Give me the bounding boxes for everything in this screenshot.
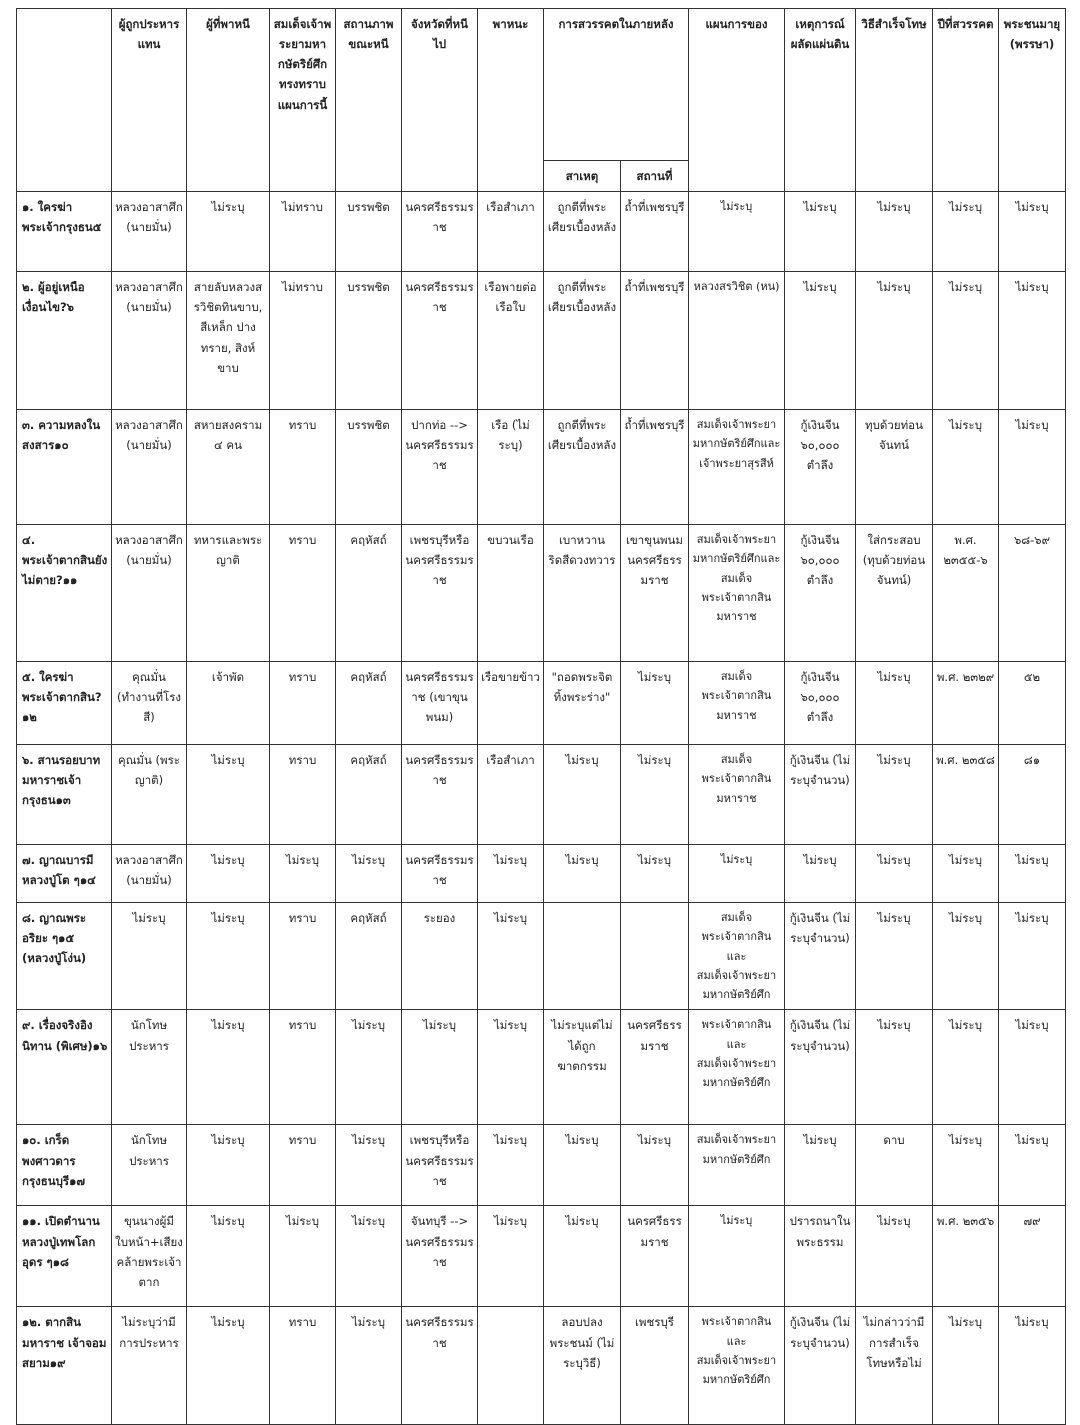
table-cell: หลวงอาสาศึก (นายมั่น) [112,845,187,903]
table-row [17,192,1066,272]
table-row [17,410,1066,525]
table-cell: ไม่ระบุ [544,1125,621,1206]
table-cell: ไม่ระบุ [621,662,689,745]
table-cell: ไม่ระบุ [933,1307,999,1425]
table-cell: ไม่ระบุ [187,1307,270,1425]
table-cell: ไม่ระบุ [544,1206,621,1307]
table-cell: กู้เงินจีน ๖๐,๐๐๐ ตำลึง [785,525,856,662]
table-cell: บรรพชิต [336,272,402,410]
table-cell: ไม่ระบุว่ามีการประหาร [112,1307,187,1425]
table-cell: พระเจ้าตากสินและสมเด็จเจ้าพระยามหากษัตริย์ศึก [689,1010,785,1125]
table-row [17,272,1066,410]
row-title-cell: ๔. พระเจ้าตากสินยังไม่ตาย?๑๑ [17,525,112,662]
table-cell: เรือสำเภา [478,745,544,845]
table-cell: ระยอง [402,903,478,1010]
table-cell: สหายสงคราม ๔ คน [187,410,270,525]
table-cell: ไม่ระบุ [785,845,856,903]
table-cell: ไม่ระบุ [187,1010,270,1125]
table-cell: ไม่ระบุ [933,272,999,410]
table-cell: กู้เงินจีน (ไม่ระบุจำนวน) [785,1010,856,1125]
table-cell: หลวงอาสาศึก (นายมั่น) [112,410,187,525]
table-cell: หลวงอาสาศึก (นายมั่น) [112,525,187,662]
table-cell: ไม่ระบุ [402,1010,478,1125]
table-cell: จันทบุรี --> นครศรีธรรมราช [402,1206,478,1307]
table-cell: นครศรีธรรมราช [402,192,478,272]
table-cell: ไม่ระบุ [933,192,999,272]
table-cell: ไม่ระบุ [999,272,1066,410]
table-cell: สมเด็จเจ้าพระยามหากษัตริย์ศึกและเจ้าพระยาสุรสีห์ [689,410,785,525]
row-title-cell: ๖. สานรอยบาทมหาราชเจ้ากรุงธน๑๓ [17,745,112,845]
table-cell: ทราบ [270,1307,336,1425]
table-cell: ไม่ระบุ [336,1010,402,1125]
table-cell: ไม่ระบุ [336,845,402,903]
table-cell: ไม่ระบุ [856,903,933,1010]
row-title-cell: ๑๒. ตากสินมหาราช เจ้าจอมสยาม๑๙ [17,1307,112,1425]
table-cell: ไม่ระบุ [856,1010,933,1125]
table-cell: ไม่ระบุ [621,845,689,903]
table-cell: ไม่ระบุ [999,410,1066,525]
table-row [17,845,1066,903]
table-cell: พ.ศ. ๒๓๕๕-๖ [933,525,999,662]
table-cell: ไม่ระบุ [336,1206,402,1307]
table-cell: ปรารถนาในพระธรรม [785,1206,856,1307]
row-title-cell: ๒. ผู้อยู่เหนือเงื่อนไข?๖ [17,272,112,410]
table-cell: ไม่ระบุ [187,845,270,903]
header-status: สถานภาพขณะหนี [336,9,402,192]
table-cell: นครศรีธรรมราช [402,272,478,410]
table-cell: ไม่ระบุ [785,192,856,272]
table-cell: เพชรบุรีหรือนครศรีธรรมราช [402,1125,478,1206]
table-cell: ไม่ระบุแต่ไม่ได้ถูกฆาตกรรม [544,1010,621,1125]
table-cell: บรรพชิต [336,192,402,272]
table-cell: ไม่ระบุ [187,1125,270,1206]
table-cell: สมเด็จพระเจ้าตากสินและสมเด็จเจ้าพระยามหากษัตริย์ศึก [689,903,785,1010]
table-cell: ไม่ระบุ [187,745,270,845]
table-cell: ไม่ระบุ [933,1010,999,1125]
table-cell: ไม่ระบุ [689,845,785,903]
table-cell: สมเด็จพระเจ้าตากสินมหาราช [689,662,785,745]
table-cell: หลวงอาสาศึก (นายมั่น) [112,192,187,272]
table-cell: นครศรีธรรมราช [402,745,478,845]
header-row [17,9,1066,161]
table-cell: ไม่ทราบ [270,192,336,272]
table-body [17,192,1066,1425]
table-cell: นักโทษประหาร [112,1125,187,1206]
table-cell: กู้เงินจีน (ไม่ระบุจำนวน) [785,903,856,1010]
table-cell [478,1307,544,1425]
header-vehicle: พาหนะ [478,9,544,192]
table-cell: ไม่ระบุ [478,1010,544,1125]
table-cell: ไม่ระบุ [999,845,1066,903]
table-cell: ทราบ [270,410,336,525]
table-cell: นครศรีธรรมราช [621,1206,689,1307]
table-cell: สมเด็จเจ้าพระยามหากษัตริย์ศึกและสมเด็จพระเจ้าตากสินมหาราช [689,525,785,662]
table-cell: ไม่ระบุ [999,903,1066,1010]
header-method: วิธีสำเร็จโทษ [856,9,933,192]
table-cell: ๕๒ [999,662,1066,745]
table-cell: ไม่ระบุ [856,1206,933,1307]
table-row [17,1307,1066,1425]
table-cell: ใส่กระสอบ (ทุบด้วยท่อนจันทน์) [856,525,933,662]
table-cell: คฤหัสถ์ [336,903,402,1010]
row-title-cell: ๕. ใครฆ่าพระเจ้าตากสิน?๑๒ [17,662,112,745]
table-cell: เบาหวานริดสีดวงทวาร [544,525,621,662]
table-cell: กู้เงินจีน ๖๐,๐๐๐ ตำลึง [785,662,856,745]
table-cell: ไม่ระบุ [933,903,999,1010]
table-cell: ทราบ [270,1125,336,1206]
table-cell: ไม่ระบุ [478,1125,544,1206]
header-escort: ผู้ที่พาหนี [187,9,270,192]
table-cell: คฤหัสถ์ [336,662,402,745]
table-cell: ทราบ [270,662,336,745]
table-cell: ถ้ำที่เพชรบุรี [621,410,689,525]
table-cell: ไม่ระบุ [478,1206,544,1307]
header-death-place: สถานที่ [621,161,689,192]
table-row [17,1206,1066,1307]
table-cell: พ.ศ. ๒๓๕๖ [933,1206,999,1307]
table-cell: เรือสำเภา [478,192,544,272]
table-cell: ไม่ระบุ [544,745,621,845]
table-cell: คฤหัสถ์ [336,745,402,845]
table-cell: ๖๘-๖๙ [999,525,1066,662]
table-cell: ไม่กล่าวว่ามีการสำเร็จโทษหรือไม่ [856,1307,933,1425]
table-cell: ขบวนเรือ [478,525,544,662]
table-cell: ถูกตีที่พระเศียรเบื้องหลัง [544,272,621,410]
table-cell [544,903,621,1010]
header-death-cause: สาเหตุ [544,161,621,192]
table-cell: นครศรีธรรมราช [402,1307,478,1425]
table-row [17,1125,1066,1206]
table-cell: ทราบ [270,1010,336,1125]
table-cell: เรือ (ไม่ระบุ) [478,410,544,525]
table-row [17,745,1066,845]
row-title-cell: ๓. ความหลงในสงสาร๑๐ [17,410,112,525]
table-cell: ๘๑ [999,745,1066,845]
table-cell: ไม่ระบุ [856,192,933,272]
table-cell: เพชรบุรี [621,1307,689,1425]
header-year: ปีที่สวรรคต [933,9,999,192]
table-row [17,662,1066,745]
table-cell: กู้เงินจีน (ไม่ระบุจำนวน) [785,1307,856,1425]
table-cell: ทราบ [270,525,336,662]
table-cell: ไม่ระบุ [856,272,933,410]
table-cell: คฤหัสถ์ [336,525,402,662]
header-blank [17,9,112,192]
table-cell: ไม่ระบุ [856,845,933,903]
row-title-cell: ๑๐. เกร็ดพงศาวดารกรุงธนบุรี๑๗ [17,1125,112,1206]
table-cell: เขาขุนพนม นครศรีธรรมราช [621,525,689,662]
header-death: การสวรรคตในภายหลัง [544,9,689,161]
table-cell: หลวงอาสาศึก (นายมั่น) [112,272,187,410]
table-cell: ทราบ [270,745,336,845]
table-cell: เพชรบุรีหรือนครศรีธรรมราช [402,525,478,662]
table-cell: ไม่ระบุ [187,1206,270,1307]
table-cell: ถูกตีที่พระเศียรเบื้องหลัง [544,410,621,525]
table-cell: "ถอดพระจิตทิ้งพระร่าง" [544,662,621,745]
table-cell: ไม่ระบุ [270,1206,336,1307]
table-cell [621,903,689,1010]
table-cell: สายลับหลวงสรวิชิตทินขาบ, สีเหล็ก ปางทราย, สิงห์ขาบ [187,272,270,410]
table-cell: ไม่ระบุ [999,1010,1066,1125]
table-cell: ไม่ระบุ [856,662,933,745]
table-cell: ทหารและพระญาติ [187,525,270,662]
table-cell: ไม่ระบุ [933,845,999,903]
table-cell: ไม่ระบุ [187,903,270,1010]
table-cell: ไม่ระบุ [112,903,187,1010]
table-cell: ไม่ระบุ [999,1307,1066,1425]
table-cell: ไม่ทราบ [270,272,336,410]
header-province: จังหวัดที่หนีไป [402,9,478,192]
table-cell: กู้เงินจีน (ไม่ระบุจำนวน) [785,745,856,845]
table-cell: ถ้ำที่เพชรบุรี [621,272,689,410]
table-cell: สมเด็จพระเจ้าตากสินมหาราช [689,745,785,845]
table-cell: ๗๙ [999,1206,1066,1307]
header-representative: ผู้ถูกประหารแทน [112,9,187,192]
table-cell: ไม่ระบุ [856,745,933,845]
table-cell: นครศรีธรรมราช [402,845,478,903]
header-age: พระชนมายุ (พรรษา) [999,9,1066,192]
table-cell: ดาบ [856,1125,933,1206]
table-cell: ไม่ระบุ [621,1125,689,1206]
table-cell: เจ้าพัด [187,662,270,745]
row-title-cell: ๘. ญาณพระอริยะ ๆ๑๕ (หลวงปู่โง่น) [17,903,112,1010]
table-cell: ปากท่อ --> นครศรีธรรมราช [402,410,478,525]
header-plan: แผนการของ [689,9,785,192]
table-cell: ถ้ำที่เพชรบุรี [621,192,689,272]
table-cell: ไม่ระบุ [785,272,856,410]
header-king-aware: สมเด็จเจ้าพระยามหากษัตริย์ศึกทรงทราบแผนการนี้ [270,9,336,192]
table-cell: คุณมั่น (ทำงานที่โรงสี) [112,662,187,745]
table-cell: เรือพายต่อเรือใบ [478,272,544,410]
table-cell: ลอบปลงพระชนม์ (ไม่ระบุวิธี) [544,1307,621,1425]
table-cell: ไม่ระบุ [478,845,544,903]
table-cell: ทุบด้วยท่อนจันทน์ [856,410,933,525]
table-cell: ขุนนางผู้มีใบหน้า+เสียงคล้ายพระเจ้าตาก [112,1206,187,1307]
row-title-cell: ๑๑. เปิดตำนานหลวงปู่เทพโลกอุดร ๆ๑๘ [17,1206,112,1307]
table-cell: ไม่ระบุ [933,410,999,525]
table-cell: ไม่ระบุ [478,903,544,1010]
table-cell: ไม่ระบุ [933,1125,999,1206]
header-event: เหตุการณ์ผลัดแผ่นดิน [785,9,856,192]
table-cell: ไม่ระบุ [785,1125,856,1206]
table-cell: พ.ศ. ๒๓๒๙ [933,662,999,745]
row-title-cell: ๑. ใครฆ่าพระเจ้ากรุงธน๕ [17,192,112,272]
table-cell: ไม่ระบุ [999,192,1066,272]
table-cell: สมเด็จเจ้าพระยามหากษัตริย์ศึก [689,1125,785,1206]
table-cell: ไม่ระบุ [270,845,336,903]
table-cell: ไม่ระบุ [544,845,621,903]
table-cell: ถูกตีที่พระเศียรเบื้องหลัง [544,192,621,272]
table-cell: นักโทษประหาร [112,1010,187,1125]
table-cell: ไม่ระบุ [689,192,785,272]
table-cell: ทราบ [270,903,336,1010]
table-row [17,903,1066,1010]
table-cell: กู้เงินจีน ๖๐,๐๐๐ ตำลึง [785,410,856,525]
table-cell: คุณมั่น (พระญาติ) [112,745,187,845]
table-cell: บรรพชิต [336,410,402,525]
table-cell: ไม่ระบุ [187,192,270,272]
table-cell: นครศรีธรรมราช (เขาขุนพนม) [402,662,478,745]
table-cell: ไม่ระบุ [999,1125,1066,1206]
table-cell: หลวงสรวิชิต (หน) [689,272,785,410]
table-cell: นครศรีธรรมราช [621,1010,689,1125]
table-row [17,525,1066,662]
table-cell: ไม่ระบุ [689,1206,785,1307]
row-title-cell: ๗. ญาณบารมีหลวงปู่โต ๆ๑๔ [17,845,112,903]
table-cell: พระเจ้าตากสินและสมเด็จเจ้าพระยามหากษัตริย์ศึก [689,1307,785,1425]
table-cell: เรือขายข้าว [478,662,544,745]
table-cell: ไม่ระบุ [621,745,689,845]
table-cell: ไม่ระบุ [336,1125,402,1206]
table-cell: พ.ศ. ๒๓๕๘ [933,745,999,845]
table-cell: ไม่ระบุ [336,1307,402,1425]
comparison-table [16,8,1066,1425]
table-row [17,1010,1066,1125]
row-title-cell: ๙. เรื่องจริงอิงนิทาน (พิเศษ)๑๖ [17,1010,112,1125]
